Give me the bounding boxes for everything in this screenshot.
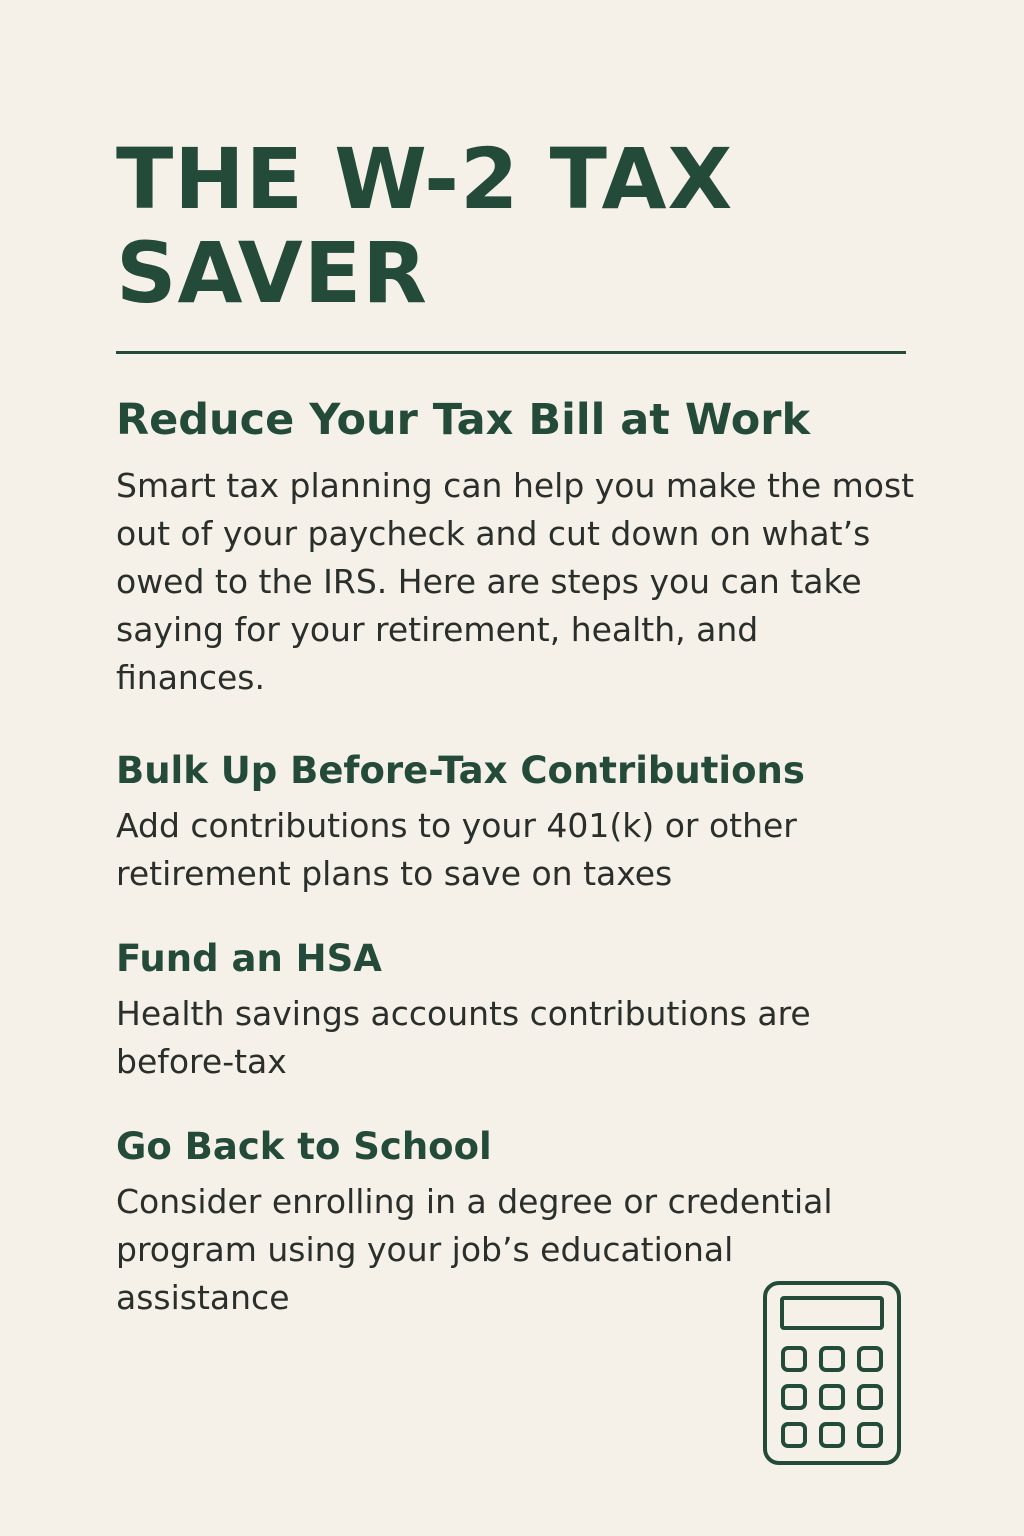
title-divider [116, 351, 906, 354]
intro-heading: Reduce Your Tax Bill at Work [116, 395, 811, 445]
tip-heading: Fund an HSA [116, 937, 382, 980]
calculator-key [821, 1424, 843, 1446]
calculator-display [782, 1298, 882, 1328]
calculator-icon [762, 1280, 902, 1466]
calculator-body [765, 1283, 899, 1463]
intro-body: Smart tax planning can help you make the most out of your paycheck and cut down on what’s owed to the IRS. Here are steps you can take saying for your retirement, health, and finances. [116, 466, 915, 697]
tip-heading: Bulk Up Before-Tax Contributions [116, 749, 805, 792]
calculator-key [859, 1386, 881, 1408]
calculator-key [821, 1386, 843, 1408]
calculator-key [783, 1386, 805, 1408]
tip-section [116, 746, 916, 898]
tip-section [116, 934, 916, 1086]
tip-body: Consider enrolling in a degree or credential program using your job’s educational assistance [116, 1182, 833, 1317]
page-title: THE W-2 TAX SAVER [116, 130, 734, 322]
calculator-key [783, 1424, 805, 1446]
tip-body: Health savings accounts contributions are before-tax [116, 994, 811, 1081]
calculator-key [859, 1424, 881, 1446]
main-content [116, 392, 916, 1358]
calculator-key [859, 1348, 881, 1370]
calculator-key [821, 1348, 843, 1370]
calculator-key [783, 1348, 805, 1370]
tip-body: Add contributions to your 401(k) or other retirement plans to save on taxes [116, 806, 797, 893]
tip-heading: Go Back to School [116, 1125, 492, 1168]
